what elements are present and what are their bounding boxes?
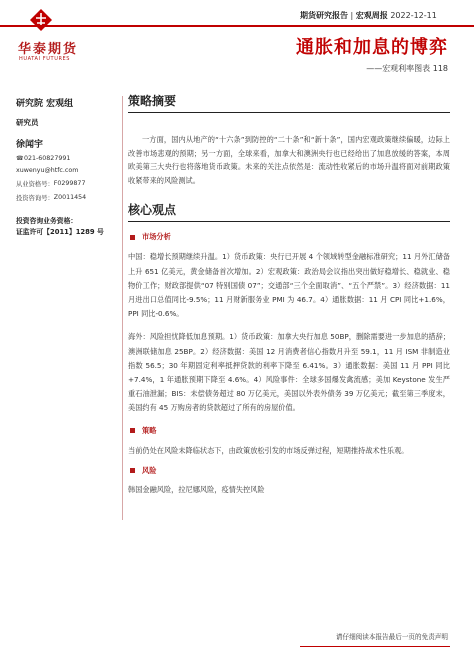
report-header [0,0,474,88]
report-series: ——宏观利率图表 118 [366,64,448,73]
phone-row [16,155,116,162]
risk-section-title [128,466,450,476]
certification [16,216,116,238]
research-org: 研究院 宏观组 [16,99,74,109]
overseas-analysis: 海外：风险担忧降低加息预期。1）货币政策：加拿大央行加息 50BP，删除需要进一步加息的措辞；澳洲联储加息 25BP。2）经济数据：美国 12 月消费者信心指数月升至 59.1，11 月 ISM 非制造业指数 56.5；30 年期固定利率抵押贷款的利率下降至 6.41%。3）通胀数据：美国 11 月 PPI 同比+7.4%，1 年通胀预期下降至 4.6%。4）风险事件：全球多国爆发禽流感；美加 Keystone 发生严重石油泄漏；BIS：未偿债务超过 80 万亿美元，美国以外表外债务 39 万亿美元；截至第三季度末，美国约有 45 万购房者的贷款超过了所有的房屋价值。 [128,332,450,413]
summary-heading: 策略摘要 [128,92,450,113]
license-row [16,179,116,188]
header-divider [0,25,474,27]
section-bullet-icon [130,235,135,240]
advisor-number: Z0011454 [53,194,87,201]
market-label: 市场分析 [142,232,171,242]
brand-name: 华泰期货 [18,42,79,57]
cert-number: 证监许可【2011】1289 号 [16,228,104,236]
report-name: 宏观周报 [355,11,388,20]
core-heading: 核心观点 [128,201,450,222]
brand-subname: HUATAI FUTURES [19,56,71,62]
logo-mark-icon [30,9,52,31]
analyst-sidebar [16,96,116,238]
analyst-name: 徐闻宇 [16,140,44,150]
report-type: 期货研究报告 [300,11,348,20]
phone-icon: ☎ [16,155,24,162]
strategy-section-title [128,426,450,436]
advisor-row [16,193,116,202]
meta-separator: | [350,11,354,20]
summary-text: 一方面，国内从地产的“十六条”到防控的“二十条”和“新十条”，国内宏观政策继续偏暖，边际上改善市场悲观的预期；另一方面，全球来看，加拿大和澳洲央行也已经给出了加息放缓的答案，本周欧美第三大央行也将落地货币政策。未来的关注点依然是：流动性收紧后的市场升温将面对前期政策收紧带来的风险测试。 [128,135,450,185]
sidebar-divider [122,96,123,520]
analyst-role: 研究员 [16,118,39,127]
license-number: F0299877 [53,180,86,187]
risk-label: 风险 [142,465,157,475]
china-analysis: 中国：稳增长预期继续升温。1）货币政策：央行已开展 4 个领域转型金融标准研究；11 月外汇储备上升 651 亿美元，黄金储备首次增加。2）宏观政策：政治局会议指出突出做好稳增长、稳就业、稳物价工作；财政部提供“07 特别国债 07”；交通部“三个全面取消”、“五个严禁”。3）经济数据：11 月进出口总值同比-9.5%；11 月财新服务业 PMI 为 46.7。4）通胀数据：11 月 CPI 同比+1.6%，PPI 同比-0.6%。 [128,252,450,319]
cert-title: 投资咨询业务资格： [16,217,78,225]
license-label: 从业资格号： [16,181,54,188]
section-bullet-icon [130,428,135,433]
strategy-text: 当前仍处在风险未降临状态下，由政策放松引发的市场反弹过程，短期推持战术性乐观。 [128,445,409,455]
market-section-title [128,232,450,242]
strategy-label: 策略 [142,425,157,435]
phone-number: 021-60827991 [24,155,71,162]
risk-text: 韩国金融风险，拉尼娜风险，疫情失控风险 [128,484,265,494]
advisor-label: 投资咨询号： [16,195,54,202]
report-date: 2022-12-11 [390,11,437,20]
email-row [16,167,116,174]
email-link[interactable]: xuwenyu@htfc.com [16,167,79,174]
report-meta [300,10,460,23]
report-title: 通胀和加息的博弈 [296,37,448,58]
main-content [128,92,450,497]
footer-divider [300,646,450,647]
section-bullet-icon [130,468,135,473]
disclaimer-note: 请仔细阅读本报告最后一页的免责声明 [335,633,448,641]
